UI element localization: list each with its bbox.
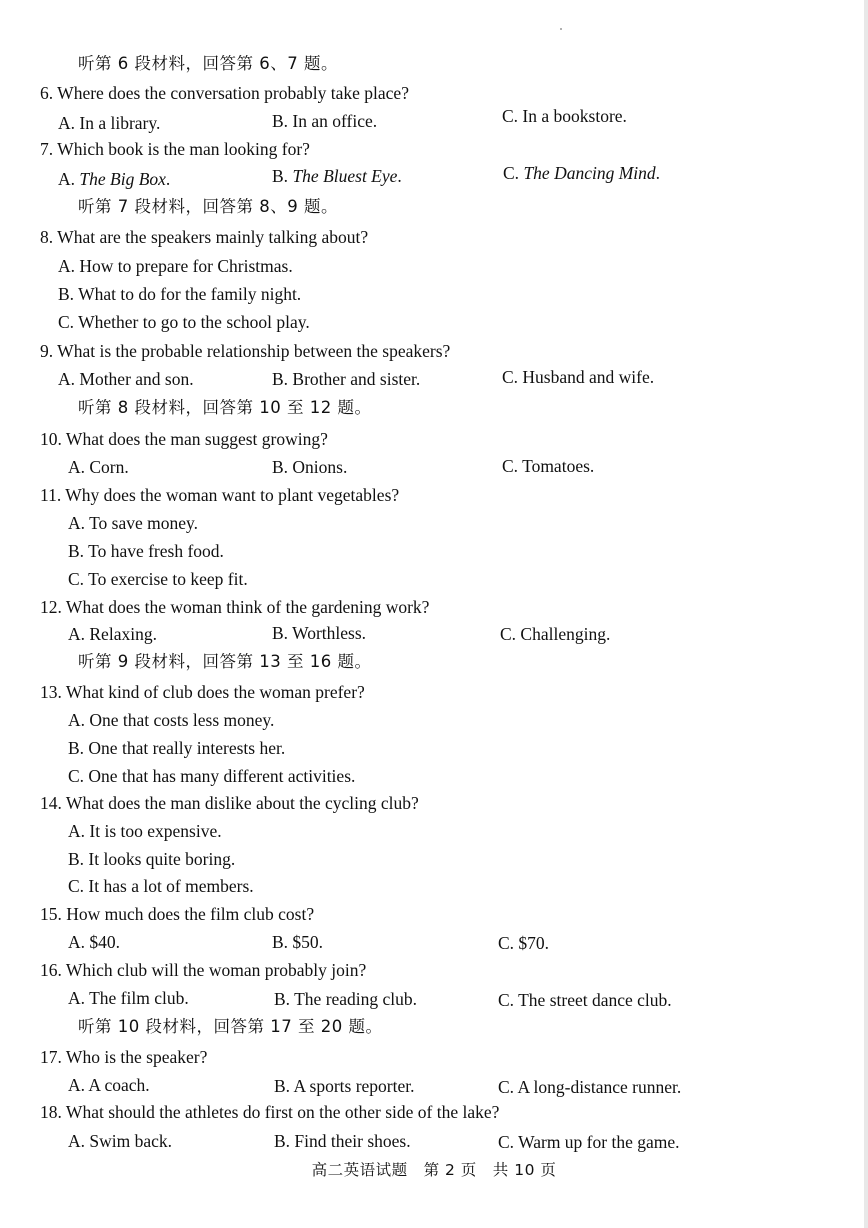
question-stem: 10. What does the man suggest growing? — [40, 429, 328, 449]
option-b: B. The reading club. — [274, 989, 418, 1009]
option-b: B. Brother and sister. — [272, 369, 421, 389]
option-a: A. A coach. — [68, 1075, 150, 1095]
option-a: A. Corn. — [68, 457, 129, 477]
option-c — [503, 162, 660, 184]
option-b: B. It looks quite boring. — [68, 849, 236, 869]
book-title: The Bluest Eye — [292, 166, 398, 186]
section-heading: 听第 9 段材料，回答第 13 至 16 题。 — [78, 652, 372, 671]
option-c: C. One that has many different activities. — [68, 766, 356, 786]
option-a — [58, 168, 170, 190]
option-b: B. $50. — [272, 932, 324, 952]
option-c: C. The street dance club. — [498, 990, 672, 1010]
option-b: B. A sports reporter. — [274, 1076, 415, 1096]
option-c: C. In a bookstore. — [502, 106, 627, 126]
option-b: B. What to do for the family night. — [58, 284, 302, 304]
question-stem: 16. Which club will the woman probably join? — [40, 960, 367, 980]
option-c: C. It has a lot of members. — [68, 876, 254, 896]
option-b: B. To have fresh food. — [68, 541, 224, 561]
section-heading: 听第 8 段材料，回答第 10 至 12 题。 — [78, 398, 372, 417]
option-a: A. The film club. — [68, 988, 189, 1008]
question-stem: 15. How much does the film club cost? — [40, 904, 315, 924]
option-c: C. A long-distance runner. — [498, 1077, 682, 1097]
option-b: B. One that really interests her. — [68, 738, 286, 758]
question-stem: 11. Why does the woman want to plant vegetables? — [40, 485, 400, 505]
option-c: C. Tomatoes. — [502, 456, 595, 476]
question-stem: 7. Which book is the man looking for? — [40, 139, 310, 159]
option-a: A. Relaxing. — [68, 624, 157, 644]
question-stem: 14. What does the man dislike about the cycling club? — [40, 793, 419, 813]
question-stem: 8. What are the speakers mainly talking about? — [40, 227, 369, 247]
question-stem: 6. Where does the conversation probably take place? — [40, 83, 409, 103]
option-c: C. Warm up for the game. — [498, 1132, 680, 1152]
question-stem: 12. What does the woman think of the gardening work? — [40, 597, 430, 617]
section-heading: 听第 6 段材料，回答第 6、7 题。 — [78, 54, 338, 73]
scan-speck — [560, 28, 562, 30]
option-c: C. Husband and wife. — [502, 367, 655, 387]
option-a: A. It is too expensive. — [68, 821, 222, 841]
option-c: C. Challenging. — [500, 624, 611, 644]
question-stem: 17. Who is the speaker? — [40, 1047, 208, 1067]
book-title: The Dancing Mind — [523, 163, 656, 183]
scan-edge — [864, 0, 868, 1228]
option-a: A. How to prepare for Christmas. — [58, 256, 293, 276]
option-c: C. To exercise to keep fit. — [68, 569, 248, 589]
option-a: A. To save money. — [68, 513, 199, 533]
page-footer: 高二英语试题 第 2 页 共 10 页 — [311, 1161, 557, 1179]
option-b: B. Onions. — [272, 457, 348, 477]
option-period: . — [397, 166, 402, 186]
question-stem: 18. What should the athletes do first on the other side of the lake? — [40, 1102, 500, 1122]
option-letter: A. — [58, 169, 80, 189]
option-letter: C. — [503, 163, 524, 183]
question-stem: 13. What kind of club does the woman prefer? — [40, 682, 365, 702]
section-heading: 听第 7 段材料，回答第 8、9 题。 — [78, 197, 338, 216]
option-c: C. $70. — [498, 933, 550, 953]
option-b: B. Worthless. — [272, 623, 367, 643]
option-period: . — [655, 163, 661, 183]
option-c: C. Whether to go to the school play. — [58, 312, 310, 332]
option-period: . — [165, 169, 171, 189]
option-letter: B. — [272, 166, 293, 186]
section-heading: 听第 10 段材料，回答第 17 至 20 题。 — [78, 1017, 383, 1036]
book-title: The Big Box — [79, 169, 166, 189]
option-b — [272, 165, 402, 187]
option-a: A. Swim back. — [68, 1131, 173, 1151]
option-a: A. Mother and son. — [58, 369, 194, 389]
option-a: A. In a library. — [58, 113, 161, 133]
option-b: B. In an office. — [272, 111, 378, 131]
question-stem: 9. What is the probable relationship between the speakers? — [40, 341, 451, 361]
option-a: A. $40. — [68, 932, 121, 952]
option-a: A. One that costs less money. — [68, 710, 275, 730]
option-b: B. Find their shoes. — [274, 1131, 411, 1151]
